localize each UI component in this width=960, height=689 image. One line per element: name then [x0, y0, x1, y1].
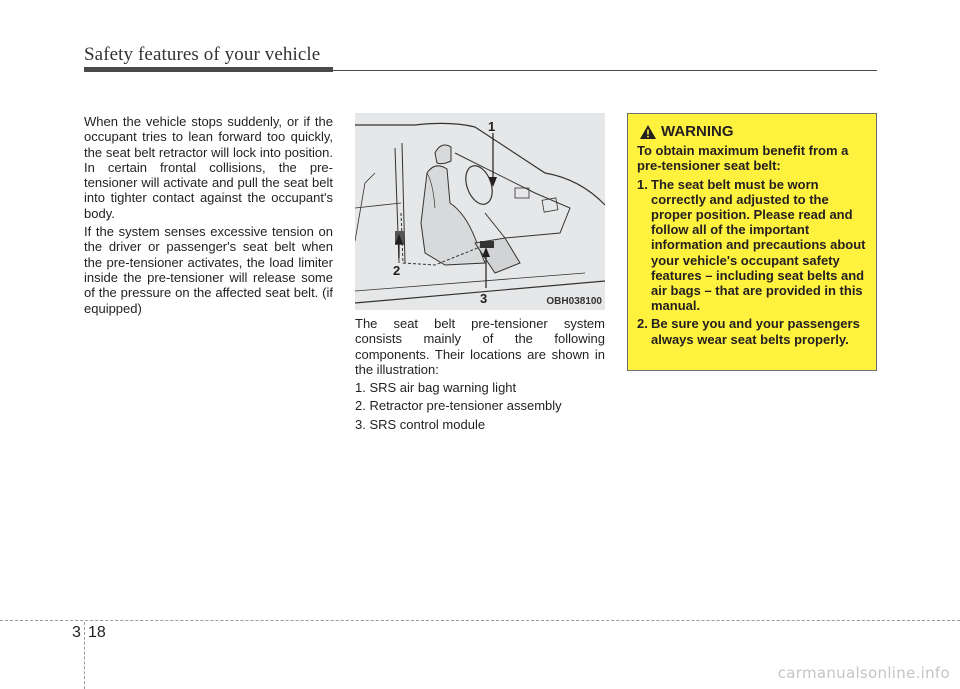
car-interior-diagram — [355, 113, 605, 310]
warning-header — [640, 124, 868, 139]
middle-column — [355, 316, 605, 435]
pretensioner-illustration — [355, 113, 605, 310]
warning-title: WARNING — [661, 123, 734, 140]
footer-vertical-divider — [84, 622, 85, 689]
page-header-title: Safety features of your vehicle — [84, 44, 321, 65]
callout-3: 3 — [480, 291, 488, 306]
warning-item-number: 2. — [637, 316, 648, 332]
warning-item-text: Be sure you and your passengers always wear seat belts properly. — [651, 316, 860, 347]
header-rule-thin — [333, 70, 877, 71]
warning-list — [637, 177, 868, 347]
warning-triangle-icon — [640, 125, 656, 139]
figure-code: OBH038100 — [546, 296, 602, 307]
footer-page-number: 18 — [88, 624, 106, 641]
warning-item — [637, 316, 868, 346]
footer-section-number: 3 — [72, 624, 81, 641]
list-item: 2. Retractor pre-tensioner assembly — [355, 398, 562, 414]
list-item: 1. SRS air bag warning light — [355, 380, 517, 396]
left-column — [84, 114, 333, 319]
footer-divider — [0, 620, 960, 621]
watermark: carmanualsonline.info — [777, 664, 950, 682]
warning-box — [627, 113, 877, 371]
header-rule-thick — [84, 67, 333, 72]
paragraph-retractor: When the vehicle stops suddenly, or if the occupant tries to lean forward too quickly, the seat belt retractor will lock into position. In certain frontal collisions, the pre-tensioner will activate and pull the seat belt into tighter contact against the occupant's body. — [84, 114, 333, 221]
components-list — [355, 380, 605, 432]
callout-2: 2 — [393, 263, 401, 278]
warning-item-number: 1. — [637, 176, 648, 192]
list-item: 3. SRS control module — [355, 416, 486, 432]
warning-intro: To obtain maximum benefit from a pre-tensioner seat belt: — [637, 143, 849, 174]
warning-item-text: The seat belt must be worn correctly and adjusted to the proper position. Please read and follow all of the important information and precautions about your vehicle's occupant safety features – including seat belts and air bags – that are provided in this manual. — [651, 176, 866, 314]
callout-1: 1 — [488, 119, 496, 134]
components-intro: The seat belt pre-tensioner system consists mainly of the following components. Their locations are shown in the illustration: — [355, 316, 605, 377]
paragraph-load-limiter: If the system senses excessive tension on the driver or passenger's seat belt when the pre-tensioner activates, the load limiter inside the pre-tensioner will release some of the pressure on the affected seat belt. (if equipped) — [84, 224, 333, 316]
warning-item — [637, 177, 868, 314]
